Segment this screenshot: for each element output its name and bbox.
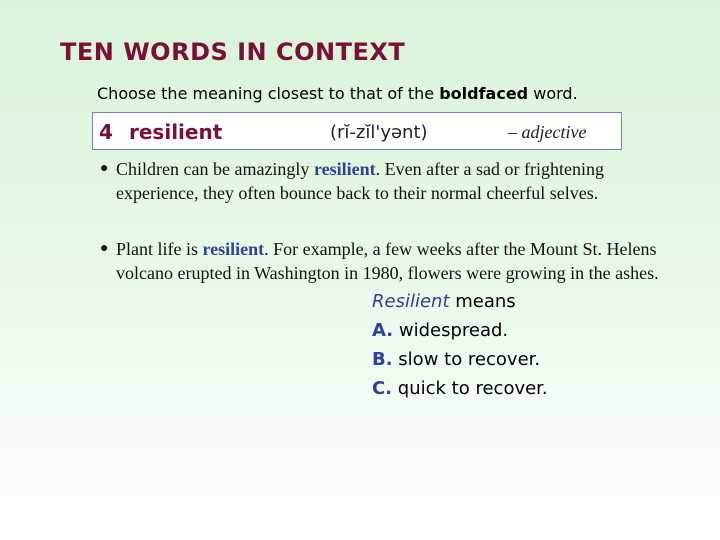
example-sentence-2 xyxy=(100,237,680,285)
bullet-dot-icon: ● xyxy=(100,241,109,256)
option-text: widespread. xyxy=(398,320,509,341)
instruction-before: Choose the meaning closest to that of the xyxy=(97,84,435,103)
word-pronunciation: (rĭ-zĭl'yənt) xyxy=(330,122,428,143)
instruction-after: word. xyxy=(533,84,578,103)
vocabulary-word-box xyxy=(92,112,622,150)
instruction-text xyxy=(97,84,578,103)
bullet-dot-icon: ● xyxy=(100,161,109,176)
instruction-bold: boldfaced xyxy=(439,84,529,103)
word-number: 4 xyxy=(99,120,113,144)
word-part-of-speech: – adjective xyxy=(508,122,587,142)
question-means: means xyxy=(455,291,516,312)
option-letter: B. xyxy=(372,349,393,370)
answer-option-c[interactable] xyxy=(372,378,548,399)
highlighted-word: resilient xyxy=(313,159,376,179)
option-text: quick to recover. xyxy=(397,378,548,399)
highlighted-word: resilient xyxy=(202,239,265,259)
page-title: TEN WORDS IN CONTEXT xyxy=(60,38,406,66)
question-prompt xyxy=(372,291,516,312)
example-sentence-1 xyxy=(100,157,680,205)
question-term: Resilient xyxy=(372,291,450,312)
example-text: Children can be amazingly resilient. Even after a sad or frightening experience, they often bounce back to their normal cheerful selves. xyxy=(116,159,605,203)
example-text: Plant life is resilient. For example, a few weeks after the Mount St. Helens volcano erupted in Washington in 1980, flowers were growing in the ashes. xyxy=(116,239,659,283)
option-letter: C. xyxy=(372,378,393,399)
option-text: slow to recover. xyxy=(398,349,541,370)
word-term: resilient xyxy=(129,120,223,144)
answer-option-a[interactable] xyxy=(372,320,508,341)
option-letter: A. xyxy=(372,320,394,341)
answer-option-b[interactable] xyxy=(372,349,540,370)
